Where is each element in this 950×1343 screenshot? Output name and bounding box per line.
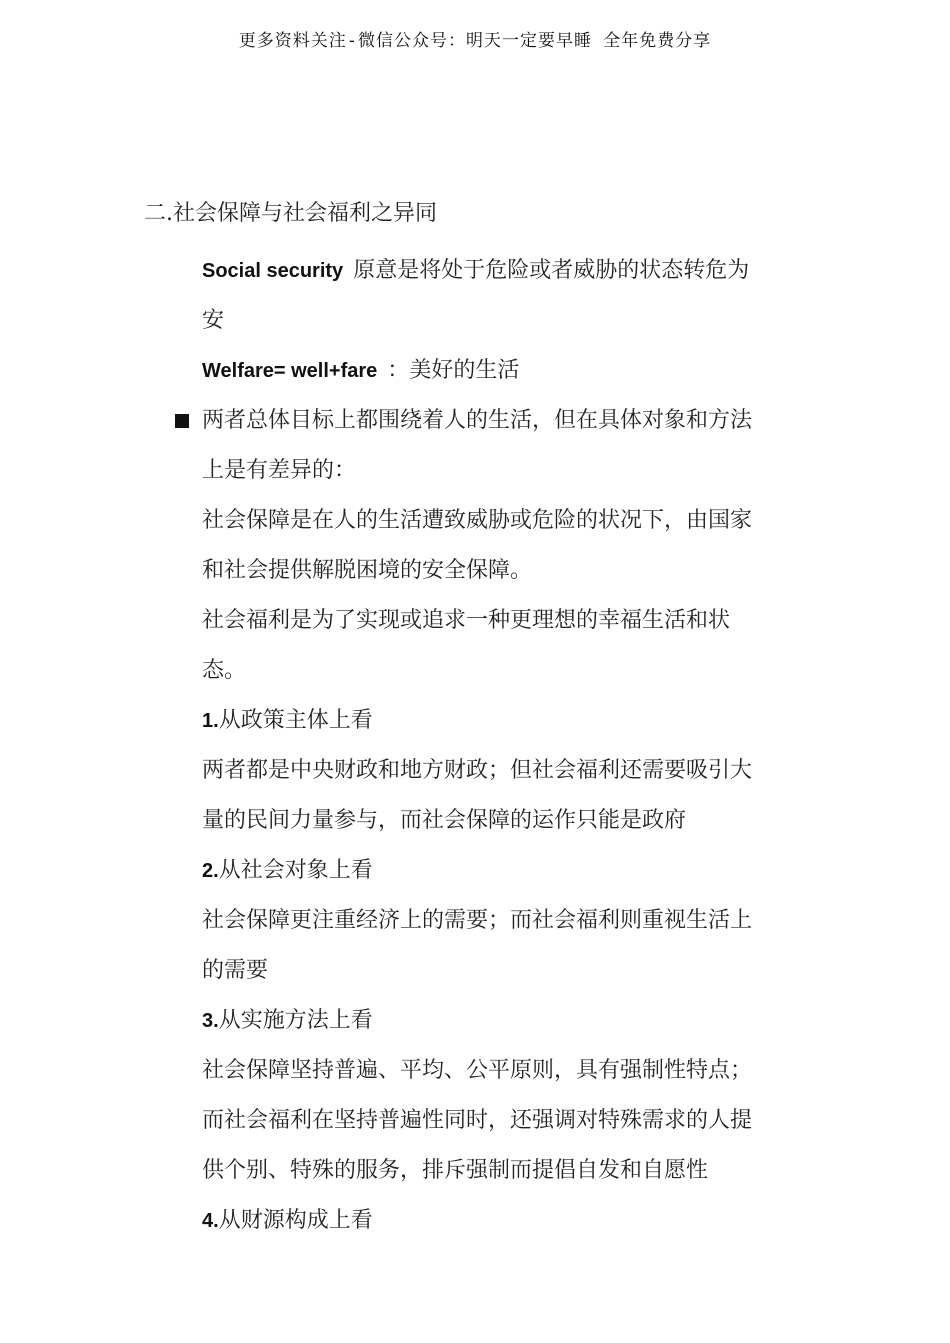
paragraph-line: 态。 — [202, 658, 247, 683]
welfare-meaning: 美好的生活 — [409, 358, 520, 383]
section-title: 二.社会保障与社会福利之异同 — [144, 201, 437, 226]
point-heading — [202, 996, 812, 1046]
point-heading — [202, 846, 812, 896]
document-body — [202, 246, 812, 1246]
point-line: 量的民间力量参与，而社会保障的运作只能是政府 — [202, 808, 687, 833]
social-security-definition — [202, 246, 812, 296]
point-line: 而社会福利在坚持普遍性同时，还强调对特殊需求的人提 — [202, 1108, 753, 1133]
square-bullet-icon — [175, 414, 189, 428]
social-security-term: Social security — [202, 260, 344, 282]
welfare-term: Welfare= well+fare — [202, 360, 378, 382]
point-number: 3. — [202, 1010, 219, 1032]
header-banner: 更多资料关注-微信公众号：明天一定要早睡 全年免费分享 — [238, 31, 712, 51]
point-heading — [202, 696, 812, 746]
point-heading-text: 从社会对象上看 — [218, 858, 373, 883]
paragraph-line: 和社会提供解脱困境的安全保障。 — [202, 558, 533, 583]
point-line: 两者都是中央财政和地方财政；但社会福利还需要吸引大 — [202, 758, 753, 783]
social-security-meaning: 原意是将处于危险或者威胁的状态转危为 — [353, 258, 750, 283]
point-line: 社会保障更注重经济上的需要；而社会福利则重视生活上 — [202, 908, 753, 933]
paragraph-line: 社会保障是在人的生活遭致威胁或危险的状况下，由国家 — [202, 508, 753, 533]
point-heading-text: 从实施方法上看 — [218, 1008, 373, 1033]
bullet-line: 两者总体目标上都围绕着人的生活，但在具体对象和方法 — [202, 408, 753, 433]
point-number: 2. — [202, 860, 219, 882]
bullet-line: 上是有差异的： — [202, 458, 357, 483]
point-number: 4. — [202, 1210, 219, 1232]
point-line: 的需要 — [202, 958, 269, 983]
point-line: 社会保障坚持普遍、平均、公平原则，具有强制性特点； — [202, 1058, 753, 1083]
paragraph-line: 社会福利是为了实现或追求一种更理想的幸福生活和状 — [202, 608, 731, 633]
welfare-separator: ： — [387, 358, 410, 383]
point-number: 1. — [202, 710, 219, 732]
bullet-item — [202, 396, 812, 496]
point-heading-text: 从财源构成上看 — [218, 1208, 373, 1233]
point-heading — [202, 1196, 812, 1246]
point-heading-text: 从政策主体上看 — [218, 708, 373, 733]
welfare-definition — [202, 346, 812, 396]
point-line: 供个别、特殊的服务，排斥强制而提倡自发和自愿性 — [202, 1158, 709, 1183]
social-security-meaning-cont: 安 — [202, 308, 225, 333]
